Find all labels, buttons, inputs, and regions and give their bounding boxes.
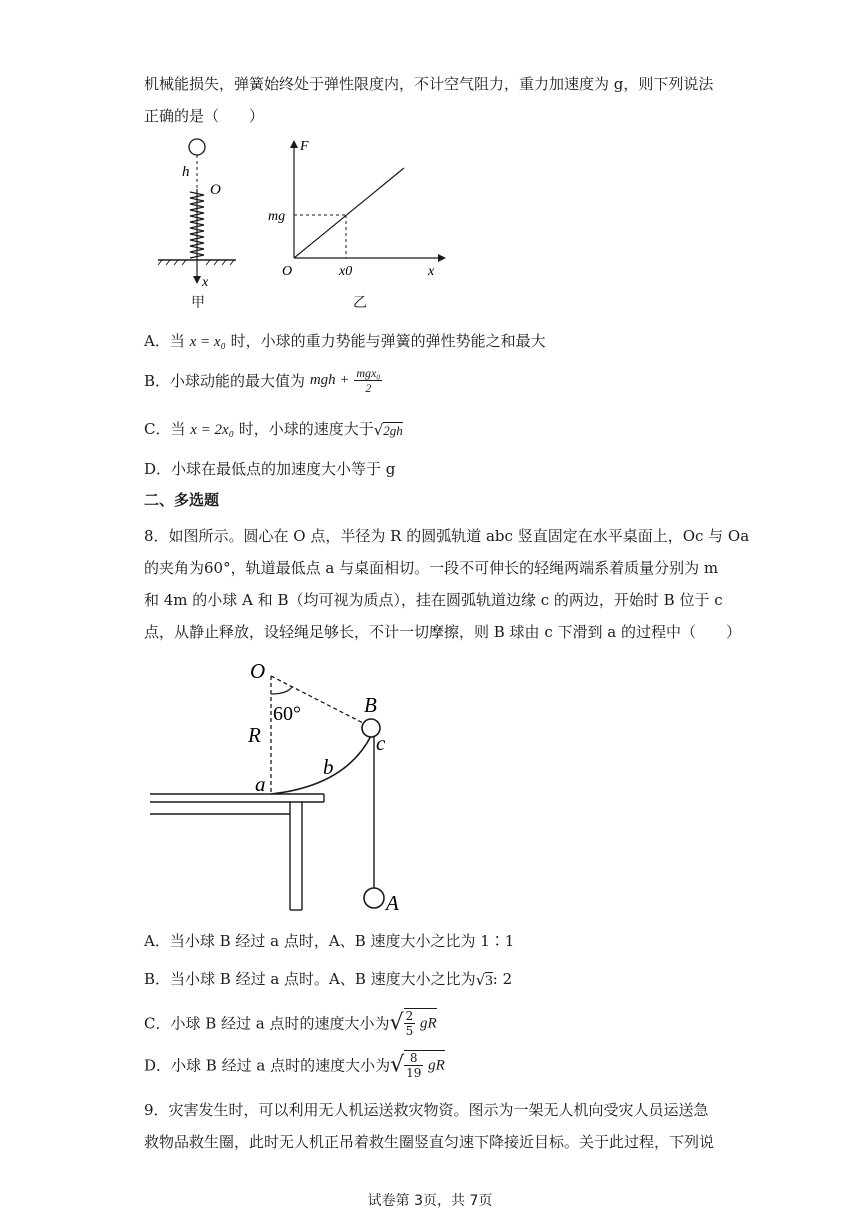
- q8-line-3: 和 4m 的小球 A 和 B（均可视为质点），挂在圆弧轨道边缘 c 的两边，开始时 B 位于 c: [144, 591, 723, 609]
- fig3-label-A: A: [386, 891, 399, 915]
- page-footer: 试卷第 3页，共 7页: [367, 1193, 493, 1209]
- fig1-label-O: O: [210, 182, 221, 198]
- fig1-caption: 甲: [191, 295, 205, 311]
- fig1-label-h: h: [182, 164, 190, 180]
- fig3-label-b: b: [323, 755, 334, 779]
- fig3-label-B: B: [364, 693, 377, 717]
- q7-option-c: C．当 x = 2x₀ 时，小球的速度大于√2gh: [144, 420, 403, 439]
- fig3-label-R: R: [248, 723, 261, 747]
- fig2-label-mg: mg: [268, 209, 286, 224]
- fig2-label-x: x: [428, 264, 435, 279]
- arc-track: [271, 736, 371, 794]
- q7-option-b: B．小球动能的最大值为 mgh + $\frac{\text{mgx₀}}{2}$: [144, 366, 381, 395]
- ball-top: [189, 139, 205, 155]
- q8-option-a: A．当小球 B 经过 a 点时，A、B 速度大小之比为 1∶1: [144, 932, 515, 950]
- figure-graph: [262, 134, 452, 284]
- q9-line-2: 救物品救生圈，此时无人机正吊着救生圈竖直匀速下降接近目标。关于此过程，下列说: [144, 1133, 715, 1151]
- q7-option-d: D．小球在最低点的加速度大小等于 g: [144, 460, 396, 478]
- intro-line-1: 机械能损失，弹簧始终处于弹性限度内，不计空气阻力，重力加速度为 g，则下列说法: [144, 75, 714, 93]
- ball-a: [364, 888, 384, 908]
- fig3-label-a: a: [255, 772, 266, 796]
- q8-option-c: C．小球 B 经过 a 点时的速度大小为√ $\frac{2}{5}$ gR: [144, 1009, 437, 1038]
- fig3-label-O: O: [250, 659, 266, 683]
- q8-option-d: D．小球 B 经过 a 点时的速度大小为√ $\frac{8}{19}$ gR: [144, 1051, 445, 1080]
- q8-line-1: 8．如图所示。圆心在 O 点，半径为 R 的圆弧轨道 abc 竖直固定在水平桌面上，Oc 与 Oa: [144, 527, 750, 545]
- q8-line-4: 点，从静止释放，设轻绳足够长，不计一切摩擦，则 B 球由 c 下滑到 a 的过程中（ ）: [144, 623, 741, 641]
- q8-line-2: 的夹角为60°，轨道最低点 a 与桌面相切。一段不可伸长的轻绳两端系着质量分别为 m: [144, 559, 719, 577]
- section-title: 二、多选题: [144, 491, 220, 509]
- force-line: [294, 168, 404, 258]
- q9-line-1: 9．灾害发生时，可以利用无人机运送救灾物资。图示为一架无人机向受灾人员运送急: [144, 1101, 709, 1119]
- fig2-label-F: F: [300, 139, 309, 154]
- fig1-label-x: x: [202, 275, 209, 290]
- fig2-label-x0: x0: [339, 264, 353, 279]
- fig2-label-O: O: [282, 264, 293, 279]
- q7-option-a: A．当 x = x₀ 时，小球的重力势能与弹簧的弹性势能之和最大: [144, 332, 546, 350]
- fig3-label-c: c: [376, 731, 386, 755]
- fig3-label-angle: 60°: [273, 703, 301, 725]
- q8-option-b: B．当小球 B 经过 a 点时。A、B 速度大小之比为√3: 2: [144, 970, 513, 989]
- figure-spring: [150, 134, 250, 294]
- intro-line-2: 正确的是（ ）: [144, 107, 265, 125]
- figure-arc-track: [140, 654, 430, 916]
- fig2-caption: 乙: [353, 295, 367, 311]
